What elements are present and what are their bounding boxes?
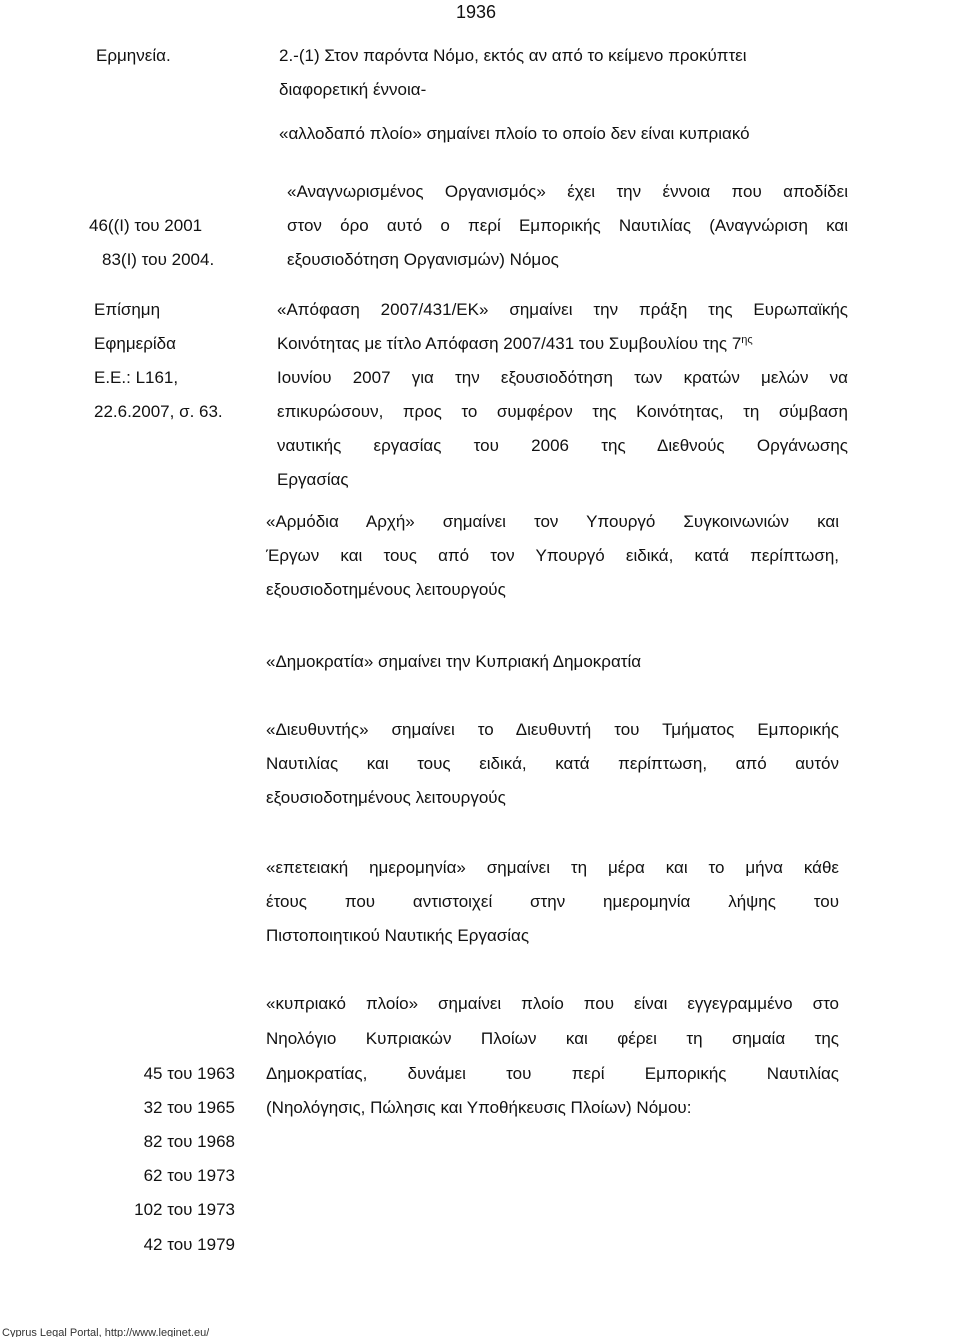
- definition-decision: επικυρώσουν, προς το συμφέρον της Κοινότητας, τη σύμβαση: [277, 402, 848, 421]
- margin-law-list-item: 45 του 1963: [143, 1064, 235, 1083]
- margin-law-ref: 83(I) του 2004.: [102, 250, 215, 269]
- definition-competent-authority: Έργων και τους από τον Υπουργό ειδικά, κατά περίπτωση,: [266, 546, 839, 565]
- definition-republic: «Δημοκρατία» σημαίνει την Κυπριακή Δημοκρατία: [266, 652, 642, 671]
- definition-director: Ναυτιλίας και τους ειδικά, κατά περίπτωση, από αυτόν: [266, 754, 839, 773]
- definition-decision: [277, 334, 753, 354]
- definition-decision: Ιουνίου 2007 για την εξουσιοδότηση των κρατών μελών να: [277, 368, 848, 387]
- definition-cyprus-ship: «κυπριακό πλοίο» σημαίνει πλοίο που είναι εγγεγραμμένο στο: [266, 994, 839, 1013]
- definition-competent-authority: «Αρμόδια Αρχή» σημαίνει τον Υπουργό Συγκοινωνιών και: [266, 512, 839, 531]
- margin-law-list-item: 102 του 1973: [134, 1200, 235, 1219]
- margin-law-ref: 46((I) του 2001: [89, 216, 203, 235]
- definition-cyprus-ship: Νηολόγιο Κυπριακών Πλοίων και φέρει τη σημαία της: [266, 1029, 839, 1048]
- definition-recognised-org: εξουσιοδότηση Οργανισμών) Νόμος: [287, 250, 559, 269]
- definition-recognised-org: στον όρο αυτό ο περί Εμπορικής Ναυτιλίας (Αναγνώριση και: [287, 216, 848, 235]
- definition-recognised-org: «Αναγνωρισμένος Οργανισμός» έχει την έννοια που αποδίδει: [287, 182, 848, 201]
- definition-director: «Διευθυντής» σημαίνει το Διευθυντή του Τμήματος Εμπορικής: [266, 720, 839, 739]
- margin-gazette-line: 22.6.2007, σ. 63.: [94, 402, 223, 421]
- definition-cyprus-ship: (Νηολόγησις, Πώλησις και Υποθήκευσις Πλοίων) Νόμου:: [266, 1098, 692, 1117]
- ordinal-superscript: ης: [741, 334, 753, 346]
- margin-gazette-line: Ε.Ε.: L161,: [94, 368, 179, 387]
- decision-line-text: Κοινότητας με τίτλο Απόφαση 2007/431 του Συμβουλίου της 7: [277, 334, 742, 353]
- margin-gazette-line: Εφημερίδα: [94, 334, 176, 353]
- margin-interpretation: Ερμηνεία.: [96, 46, 171, 65]
- definition-foreign-ship: «αλλοδαπό πλοίο» σημαίνει πλοίο το οποίο δεν είναι κυπριακό: [279, 124, 750, 143]
- margin-gazette-line: Επίσημη: [94, 300, 161, 319]
- definition-anniversary-date: έτους που αντιστοιχεί στην ημερομηνία λήψης του: [266, 892, 839, 911]
- definition-anniversary-date: Πιστοποιητικού Ναυτικής Εργασίας: [266, 926, 530, 945]
- definition-decision: ναυτικής εργασίας του 2006 της Διεθνούς Οργάνωσης: [277, 436, 848, 455]
- intro-line: διαφορετική έννοια-: [279, 80, 427, 99]
- definition-director: εξουσιοδοτημένους λειτουργούς: [266, 788, 506, 807]
- margin-law-list-item: 62 του 1973: [143, 1166, 235, 1185]
- intro-line: 2.-(1) Στον παρόντα Νόμο, εκτός αν από το κείμενο προκύπτει: [279, 46, 747, 65]
- definition-cyprus-ship: Δημοκρατίας, δυνάμει του περί Εμπορικής Ναυτιλίας: [266, 1064, 839, 1083]
- definition-anniversary-date: «επετειακή ημερομηνία» σημαίνει τη μέρα και το μήνα κάθε: [266, 858, 839, 877]
- footer-source: Cyprus Legal Portal, http://www.leginet.eu/: [2, 1327, 210, 1337]
- margin-law-list-item: 82 του 1968: [143, 1132, 235, 1151]
- margin-law-list-item: 32 του 1965: [143, 1098, 235, 1117]
- definition-decision: Εργασίας: [277, 470, 349, 489]
- definition-competent-authority: εξουσιοδοτημένους λειτουργούς: [266, 580, 506, 599]
- page-number: 1936: [456, 2, 497, 22]
- margin-law-list-item: 42 του 1979: [143, 1235, 235, 1254]
- definition-decision: «Απόφαση 2007/431/ΕΚ» σημαίνει την πράξη της Ευρωπαϊκής: [277, 300, 848, 319]
